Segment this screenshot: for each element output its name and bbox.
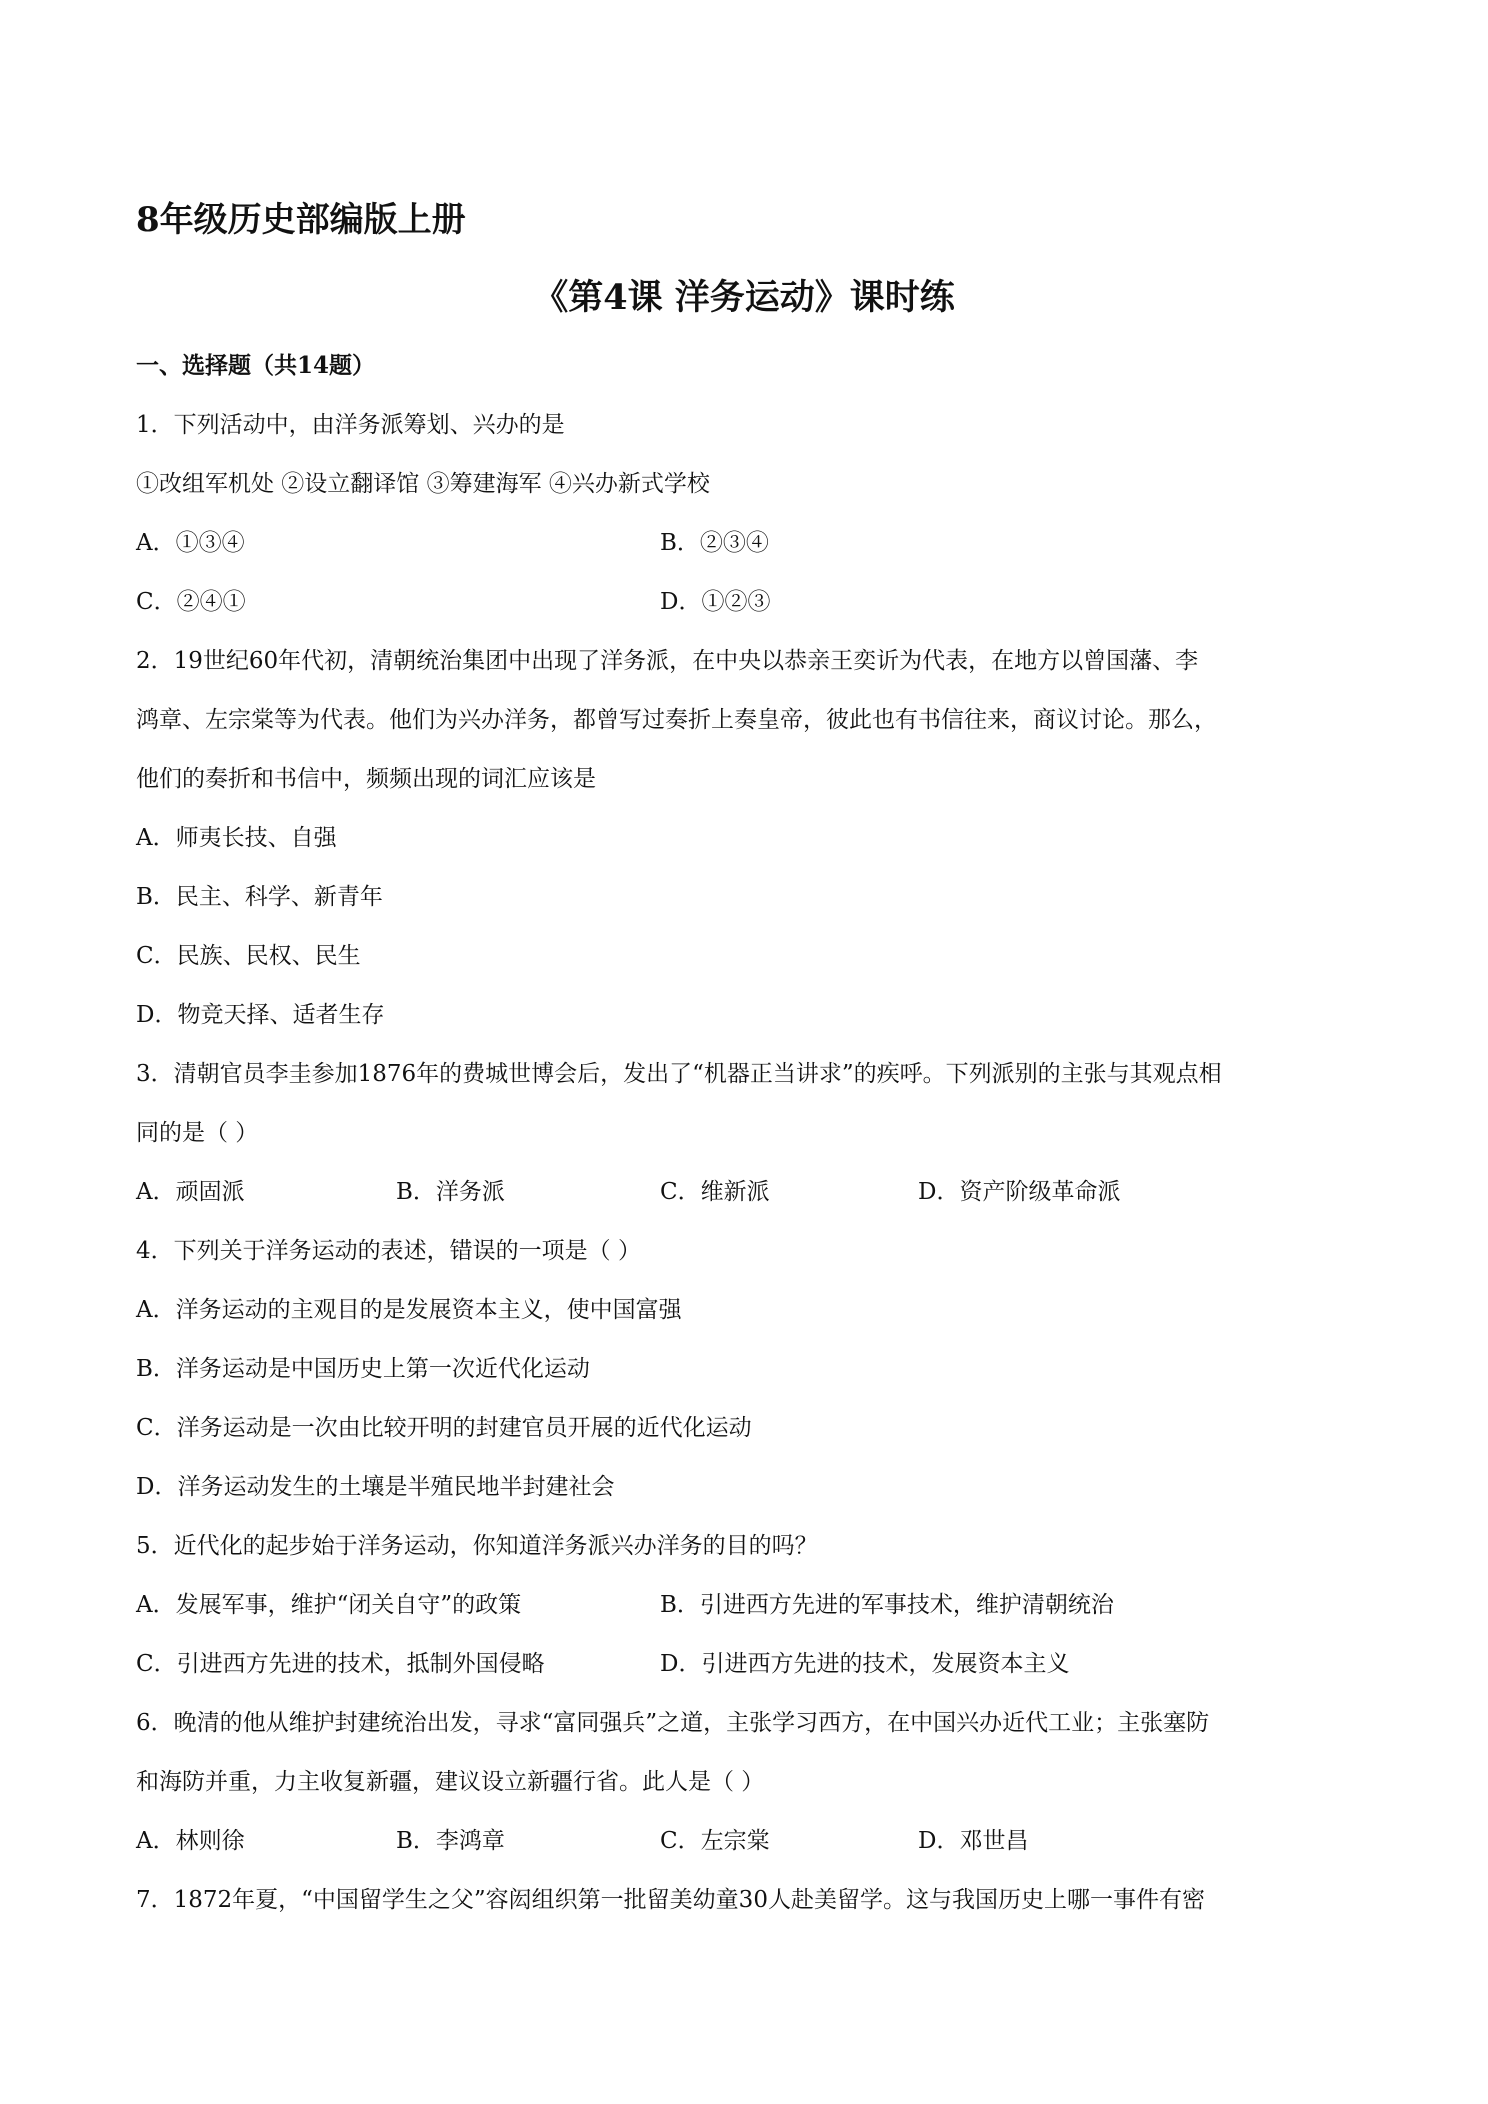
question-2-option-d: D．物竞天择、适者生存 [136, 1002, 385, 1028]
question-5-option-c: C．引进西方先进的技术，抵制外国侵略 [136, 1651, 545, 1677]
question-2-option-b: B．民主、科学、新青年 [136, 884, 383, 910]
question-2-line-3: 他们的奏折和书信中，频频出现的词汇应该是 [136, 766, 596, 792]
question-1-option-c: C．②④① [136, 589, 246, 615]
question-5-stem: 5．近代化的起步始于洋务运动，你知道洋务派兴办洋务的目的吗？ [136, 1533, 818, 1559]
question-4-option-b: B．洋务运动是中国历史上第一次近代化运动 [136, 1356, 590, 1382]
question-2-option-a: A．师夷长技、自强 [136, 825, 337, 851]
question-2-option-c: C．民族、民权、民生 [136, 943, 361, 969]
document-title: 8年级历史部编版上册 [136, 200, 466, 240]
question-4-stem: 4．下列关于洋务运动的表述，错误的一项是（ ） [136, 1238, 641, 1264]
section-title: 一、选择题（共14题） [136, 352, 376, 379]
question-6-option-a: A．林则徐 [136, 1828, 245, 1854]
question-1-option-d: D．①②③ [660, 589, 771, 615]
question-7-stem: 7．1872年夏，“中国留学生之父”容闳组织第一批留美幼童30人赴美留学。这与我国历史上哪一事件有密 [136, 1887, 1205, 1913]
question-4-option-d: D．洋务运动发生的土壤是半殖民地半封建社会 [136, 1474, 615, 1500]
question-1-option-b: B．②③④ [660, 530, 769, 556]
question-2-line-2: 鸿章、左宗棠等为代表。他们为兴办洋务，都曾写过奏折上奏皇帝，彼此也有书信往来，商议讨论。那么， [136, 707, 1217, 733]
question-3-line-1: 3．清朝官员李圭参加1876年的费城世博会后，发出了“机器正当讲求”的疾呼。下列派别的主张与其观点相 [136, 1061, 1222, 1087]
question-6-line-2: 和海防并重，力主收复新疆，建议设立新疆行省。此人是（ ） [136, 1769, 765, 1795]
question-4-option-a: A．洋务运动的主观目的是发展资本主义，使中国富强 [136, 1297, 682, 1323]
question-6-option-b: B．李鸿章 [396, 1828, 505, 1854]
question-3-option-a: A．顽固派 [136, 1179, 245, 1205]
question-6-option-c: C．左宗棠 [660, 1828, 770, 1854]
question-3-option-d: D．资产阶级革命派 [918, 1179, 1121, 1205]
question-4-option-c: C．洋务运动是一次由比较开明的封建官员开展的近代化运动 [136, 1415, 752, 1441]
question-3-line-2: 同的是（ ） [136, 1120, 259, 1146]
question-5-option-a: A．发展军事，维护“闭关自守”的政策 [136, 1592, 522, 1618]
question-1-items: ①改组军机处 ②设立翻译馆 ③筹建海军 ④兴办新式学校 [136, 471, 710, 497]
question-1-stem: 1．下列活动中，由洋务派筹划、兴办的是 [136, 412, 565, 438]
question-6-line-1: 6．晚清的他从维护封建统治出发，寻求“富同强兵”之道，主张学习西方，在中国兴办近代工业；主张塞防 [136, 1710, 1210, 1736]
lesson-title: 《第4课 洋务运动》课时练 [533, 277, 955, 318]
question-3-option-c: C．维新派 [660, 1179, 770, 1205]
question-1-option-a: A．①③④ [136, 530, 245, 556]
question-5-option-b: B．引进西方先进的军事技术，维护清朝统治 [660, 1592, 1114, 1618]
question-5-option-d: D．引进西方先进的技术，发展资本主义 [660, 1651, 1070, 1677]
question-6-option-d: D．邓世昌 [918, 1828, 1029, 1854]
question-2-line-1: 2．19世纪60年代初，清朝统治集团中出现了洋务派，在中央以恭亲王奕䜣为代表，在地方以曾国藩、李 [136, 648, 1199, 674]
question-3-option-b: B．洋务派 [396, 1179, 505, 1205]
